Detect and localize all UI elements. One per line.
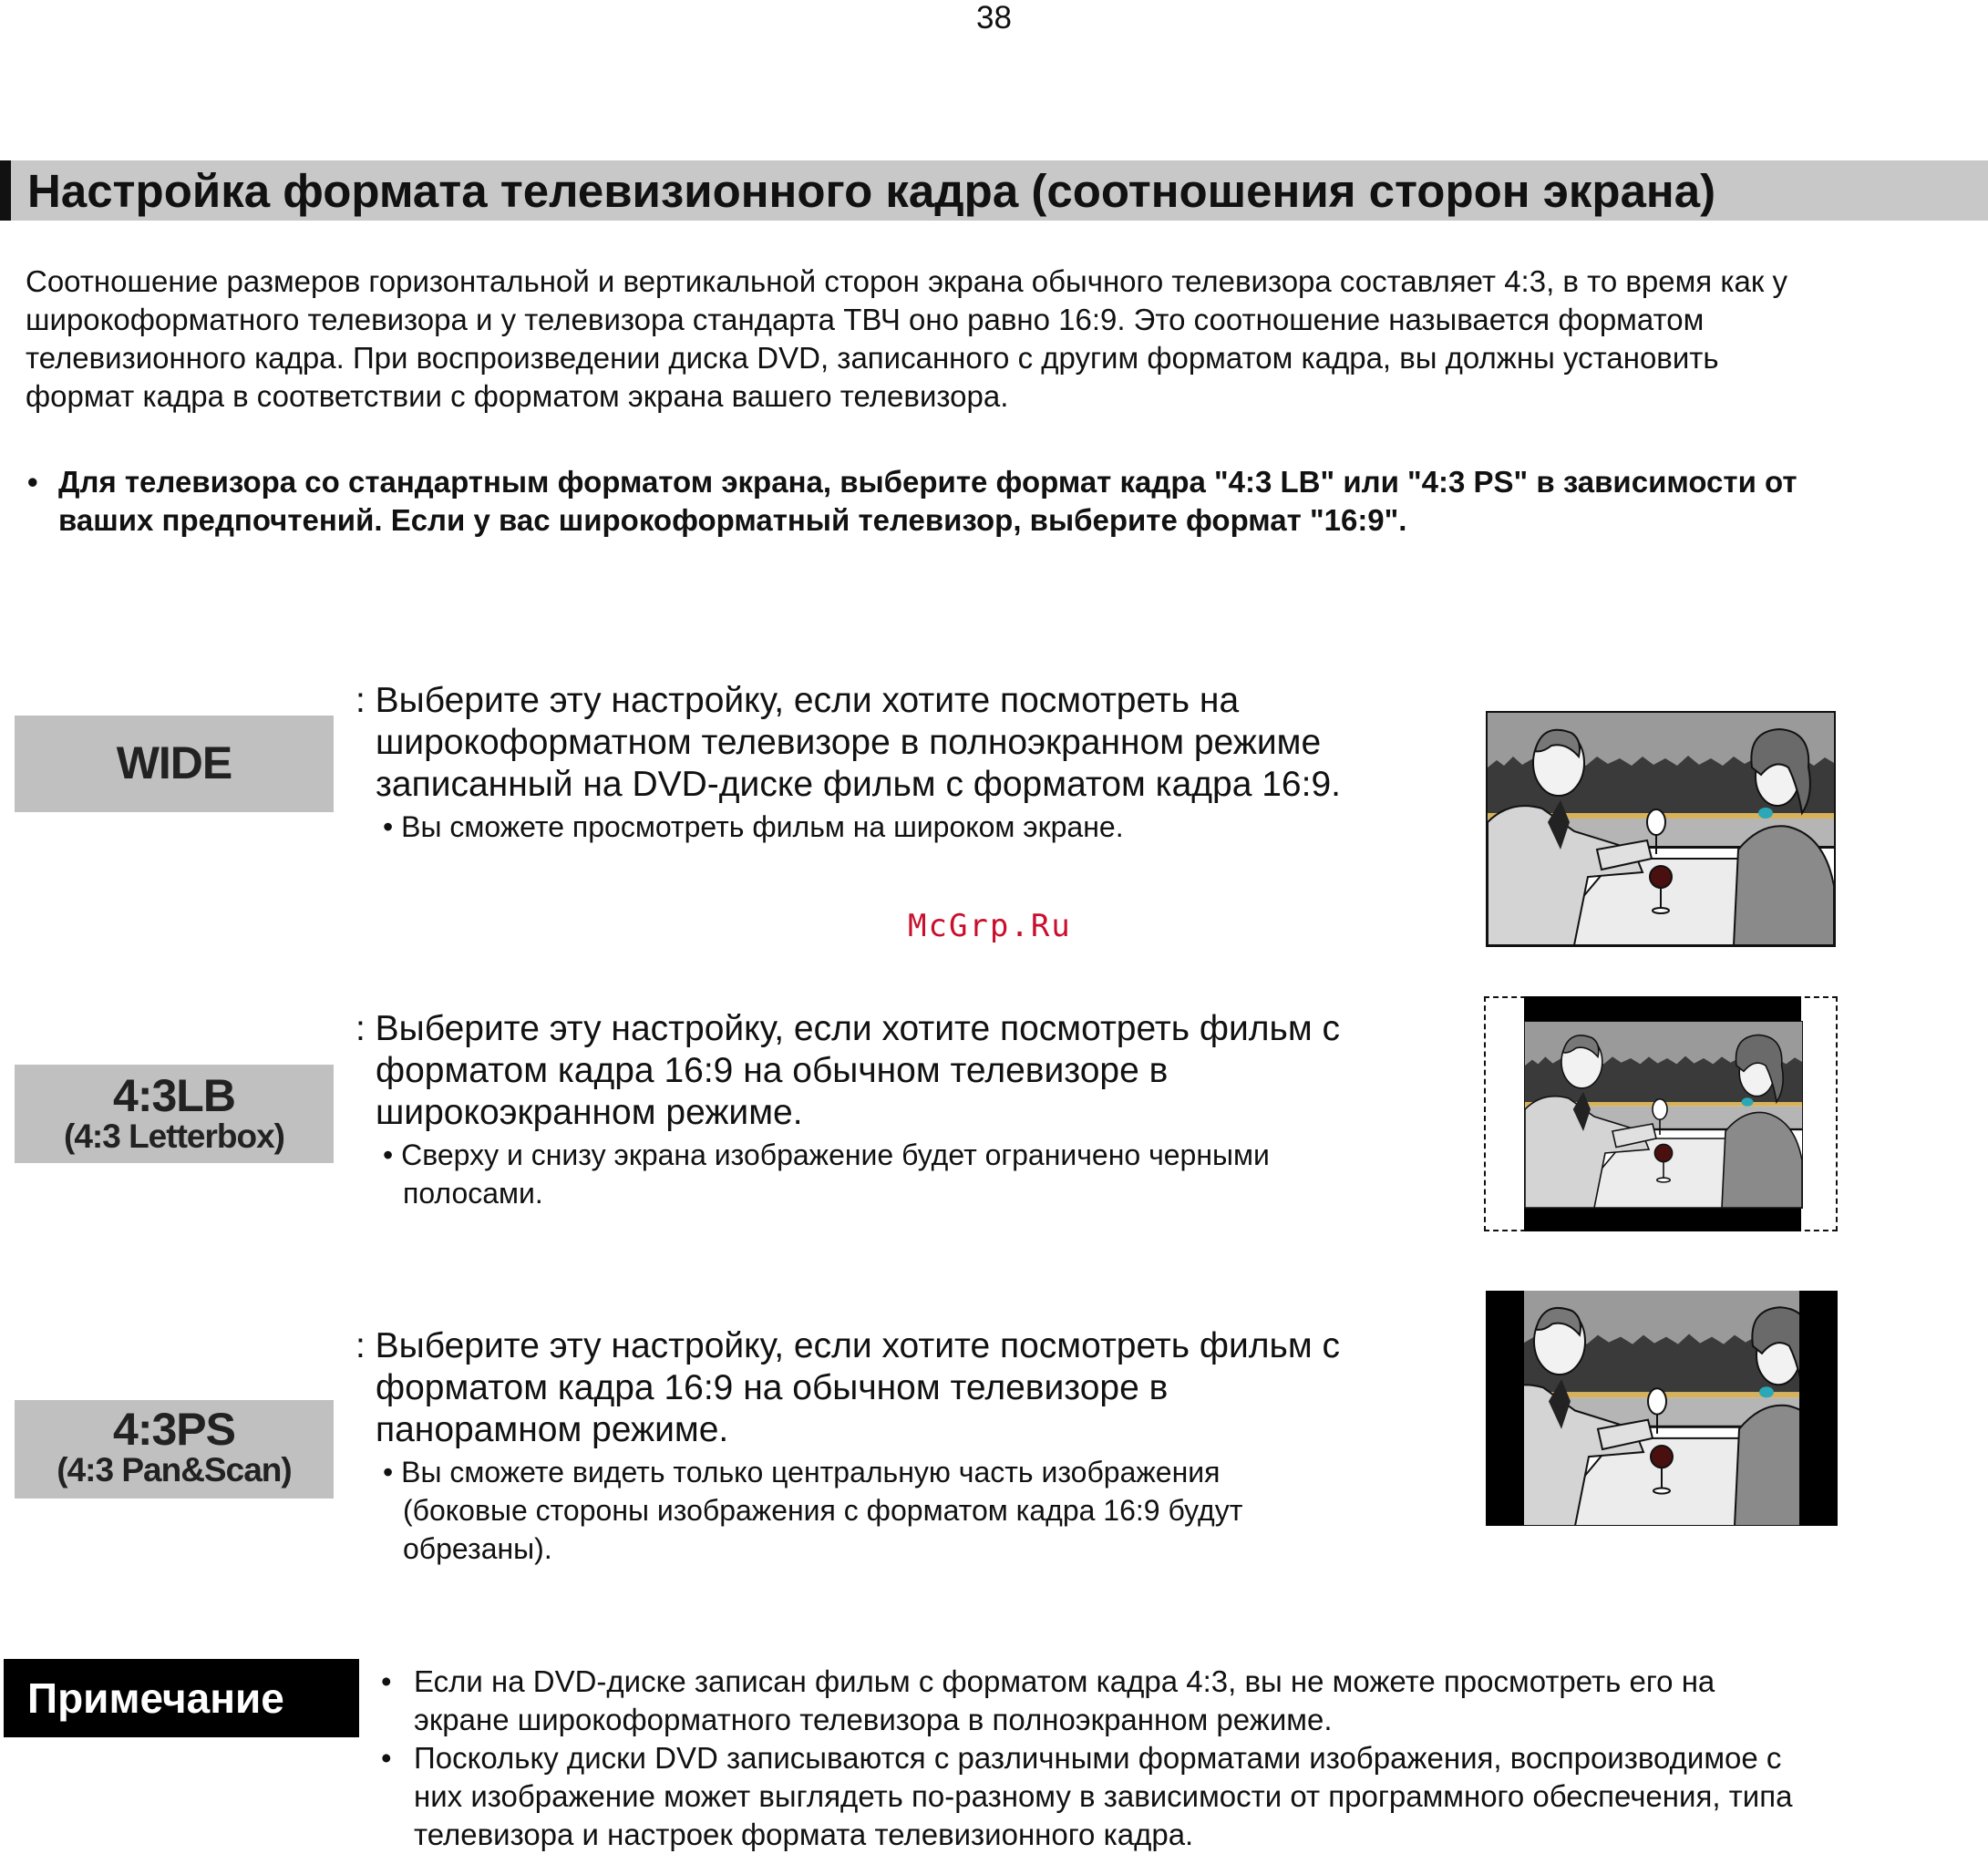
recommendation-line: ваших предпочтений. Если у вас широкоформатный телевизор, выберите формат "16:9". bbox=[58, 503, 1407, 537]
note-line: телевизора и настроек формата телевизионного кадра. bbox=[414, 1818, 1194, 1851]
mode-label-text: 4:3LB bbox=[113, 1070, 235, 1121]
description-line: форматом кадра 16:9 на обычном телевизоре в bbox=[376, 1051, 1169, 1090]
pan-scan-black-frame bbox=[1486, 1291, 1838, 1526]
note-line: • Сверху и снизу экрана изображение будет ограничено черными bbox=[383, 1138, 1270, 1171]
watermark: McGrp.Ru bbox=[908, 908, 1072, 944]
letterbox-black-bars bbox=[1524, 996, 1801, 1231]
wide-mode-label bbox=[15, 716, 334, 812]
note-line: • Вы сможете просмотреть фильм на широком экране. bbox=[383, 810, 1124, 843]
note-line: экране широкоформатного телевизора в полноэкранном режиме. bbox=[414, 1703, 1333, 1736]
mode-sublabel-text: (4:3 Pan&Scan) bbox=[57, 1451, 292, 1488]
note-line: них изображение может выглядеть по-разному в зависимости от программного обеспечения, типа bbox=[414, 1779, 1793, 1813]
description-line: : Выберите эту настройку, если хотите посмотреть на bbox=[355, 681, 1240, 720]
page-title: Настройка формата телевизионного кадра (соотношения сторон экрана) bbox=[27, 165, 1716, 217]
note-line: Если на DVD-диске записан фильм с форматом кадра 4:3, вы не можете просмотреть его на bbox=[414, 1664, 1715, 1698]
note-badge: Примечание bbox=[4, 1659, 359, 1737]
note-line: полосами. bbox=[403, 1177, 543, 1210]
description-line: форматом кадра 16:9 на обычном телевизоре в bbox=[376, 1368, 1169, 1407]
mode-label-text: 4:3PS bbox=[113, 1404, 235, 1455]
mode-label-text: WIDE bbox=[116, 737, 232, 788]
intro-line: формат кадра в соответствии с форматом экрана вашего телевизора. bbox=[26, 379, 1009, 413]
description-line: : Выберите эту настройку, если хотите посмотреть фильм с bbox=[355, 1326, 1341, 1365]
note-line: (боковые стороны изображения с форматом кадра 16:9 будут bbox=[403, 1494, 1243, 1527]
bullet: • bbox=[27, 465, 38, 499]
description-line: широкоэкранном режиме. bbox=[376, 1093, 803, 1132]
wide-mode-description bbox=[355, 680, 1449, 846]
pan-scan-screen-illustration bbox=[1524, 1291, 1799, 1526]
letterbox-screen-illustration bbox=[1524, 1021, 1803, 1209]
note-line: Поскольку диски DVD записываются с различными форматами изображения, воспроизводимое с bbox=[414, 1741, 1782, 1775]
description-line: : Выберите эту настройку, если хотите посмотреть фильм с bbox=[355, 1009, 1341, 1048]
description-line: широкоформатном телевизоре в полноэкранном режиме bbox=[376, 723, 1322, 762]
intro-paragraph bbox=[26, 263, 1967, 416]
bullet: • bbox=[381, 1741, 392, 1775]
pan-scan-mode-label bbox=[15, 1400, 334, 1499]
intro-line: телевизионного кадра. При воспроизведении диска DVD, записанного с другим форматом кадра, вы должны установить bbox=[26, 341, 1719, 375]
wide-screen-illustration bbox=[1486, 711, 1836, 947]
recommendation-line: Для телевизора со стандартным форматом экрана, выберите формат кадра "4:3 LB" или "4:3 PS" в зависимости от bbox=[58, 465, 1797, 499]
intro-line: широкоформатного телевизора и у телевизора стандарта ТВЧ оно равно 16:9. Это соотношение называется форматом bbox=[26, 303, 1705, 336]
note-line: обрезаны). bbox=[403, 1532, 552, 1565]
pan-scan-mode-description bbox=[355, 1325, 1449, 1568]
description-line: панорамном режиме. bbox=[376, 1410, 729, 1449]
letterbox-mode-label bbox=[15, 1065, 334, 1163]
title-accent-bar bbox=[0, 160, 11, 221]
note-line: • Вы сможете видеть только центральную часть изображения bbox=[383, 1456, 1221, 1488]
description-line: записанный на DVD-диске фильм с форматом кадра 16:9. bbox=[376, 765, 1341, 804]
section-title-bar bbox=[0, 160, 1988, 221]
page-number: 38 bbox=[976, 0, 1012, 36]
bullet: • bbox=[381, 1664, 392, 1698]
intro-line: Соотношение размеров горизонтальной и вертикальной сторон экрана обычного телевизора составляет 4:3, в то время как у bbox=[26, 264, 1787, 298]
mode-sublabel-text: (4:3 Letterbox) bbox=[64, 1118, 284, 1155]
letterbox-mode-description bbox=[355, 1008, 1449, 1212]
